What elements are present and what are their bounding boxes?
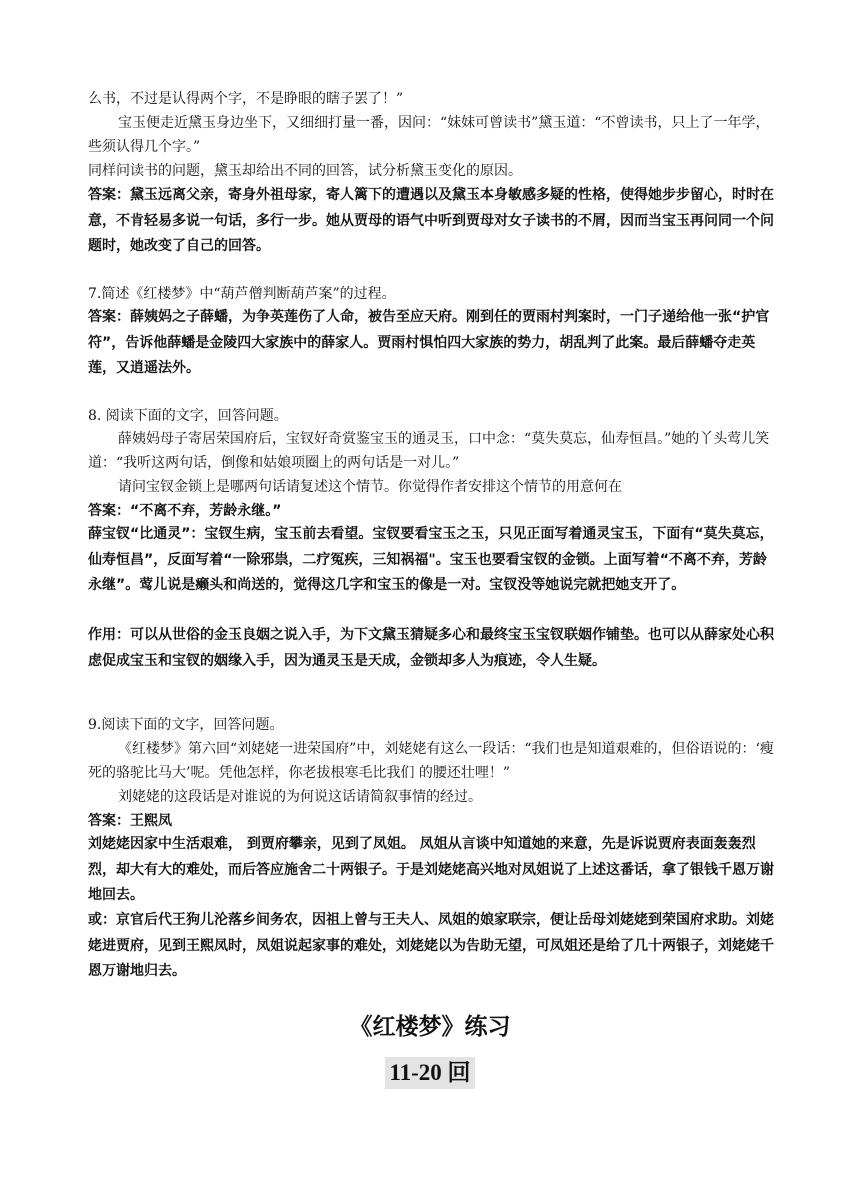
question-8-prompt: 请问宝钗金锁上是哪两句话请复述这个情节。你觉得作者安排这个情节的用意何在	[118, 479, 622, 495]
answer-7: 答案：薛姨妈之子薛蟠，为争英莲伤了人命，被告至应天府。刚到任的贾雨村判案时，一门子递给他一张“护官符”，告诉他薛蟠是金陵四大家族中的薛家人。贾雨村惧怕四大家族的势力，胡乱判了此案。最后薛蟠夺走英莲，又逍遥法外。	[88, 309, 770, 376]
question-9: 9.阅读下面的文字，回答问题。	[88, 717, 284, 733]
answer-9-person: 答案：王熙凤	[88, 813, 172, 829]
answer-9-alt: 或：京官后代王狗儿沦落乡间务农，因祖上曾与王夫人、凤姐的娘家联宗，便让岳母刘姥姥到荣国府求助。刘姥姥进贾府，见到王熙凤时，凤姐说起家事的难处，刘姥姥以为告助无望，可凤姐还是给了几十两银子，刘姥姥千恩万谢地归去。	[88, 912, 774, 979]
answer-8-purpose: 作用：可以从世俗的金玉良姻之说入手，为下文黛玉猜疑多心和最终宝玉宝钗联姻作铺垫。也可以从薛家处心积虑促成宝玉和宝钗的姻缘入手，因为通灵玉是天成，金锁却多人为痕迹，令人生疑。	[88, 627, 774, 669]
passage-8: 薛姨妈母子寄居荣国府后，宝钗好奇赏鉴宝玉的通灵玉，口中念：“莫失莫忘，仙寿恒昌。”她的丫头莺儿笑道：“我听这两句话，倒像和姑娘项圈上的两句话是一对儿。”	[88, 431, 770, 471]
answer-8-plot: 薛宝钗“比通灵”：宝钗生病，宝玉前去看望。宝钗要看宝玉之玉，只见正面写着通灵宝玉，下面有“莫失莫忘，仙寿恒昌”，反面写着“一除邪祟，二疗冤疾，三知祸福"。宝玉也要看宝钗的金锁。上面写着“不离不弃，芳龄永继”。莺儿说是癞头和尚送的，觉得这几字和宝玉的像是一对。宝钗没等她说完就把她支开了。	[88, 526, 774, 593]
question-9-prompt: 刘姥姥的这段话是对谁说的为何说这话请简叙事情的经过。	[118, 789, 482, 805]
paragraph-quote-end: 么书，不过是认得两个字，不是睁眼的瞎子罢了！”	[88, 91, 404, 107]
section-subtitle: 11-20 回	[385, 1057, 474, 1089]
paragraph-baoyu-asks: 宝玉便走近黛玉身边坐下，又细细打量一番，因问：“妹妹可曾读书”黛玉道：“不曾读书，只上了一年学，些须认得几个字。”	[88, 115, 770, 155]
answer-9-story: 刘姥姥因家中生活艰难， 到贾府攀亲，见到了凤姐。 凤姐从言谈中知道她的来意，先是诉说贾府表面轰轰烈烈，却大有大的难处，而后答应施舍二十两银子。于是刘姥姥高兴地对凤姐说了上述这番话，拿了银钱千恩万谢地回去。	[88, 836, 774, 903]
question-8: 8. 阅读下面的文字，回答问题。	[88, 408, 288, 424]
answer-daiyu-change: 答案：黛玉远离父亲，寄身外祖母家，寄人篱下的遭遇以及黛玉本身敏感多疑的性格，使得她步步留心，时时在意，不肯轻易多说一句话，多行一步。她从贾母的语气中听到贾母对女子读书的不屑，因而当宝玉再问同一个问题时，她改变了自己的回答。	[88, 187, 774, 254]
section-subtitle-wrap	[0, 1057, 860, 1089]
question-daiyu-change: 同样问读书的问题，黛玉却给出不同的回答，试分析黛玉变化的原因。	[88, 163, 522, 179]
answer-8-lines: 答案：“不离不弃，芳龄永继。”	[88, 503, 282, 519]
passage-9: 《红楼梦》第六回“刘姥姥一进荣国府”中，刘姥姥有这么一段话：“我们也是知道艰难的，但俗语说的：‘瘦死的骆驼比马大’呢。凭他怎样，你老拔根寒毛比我们 的腰还壮哩！”	[88, 741, 774, 781]
question-7: 7.简述《红楼梦》中“葫芦僧判断葫芦案”的过程。	[88, 286, 396, 302]
section-title: 《红楼梦》练习	[349, 1013, 511, 1040]
